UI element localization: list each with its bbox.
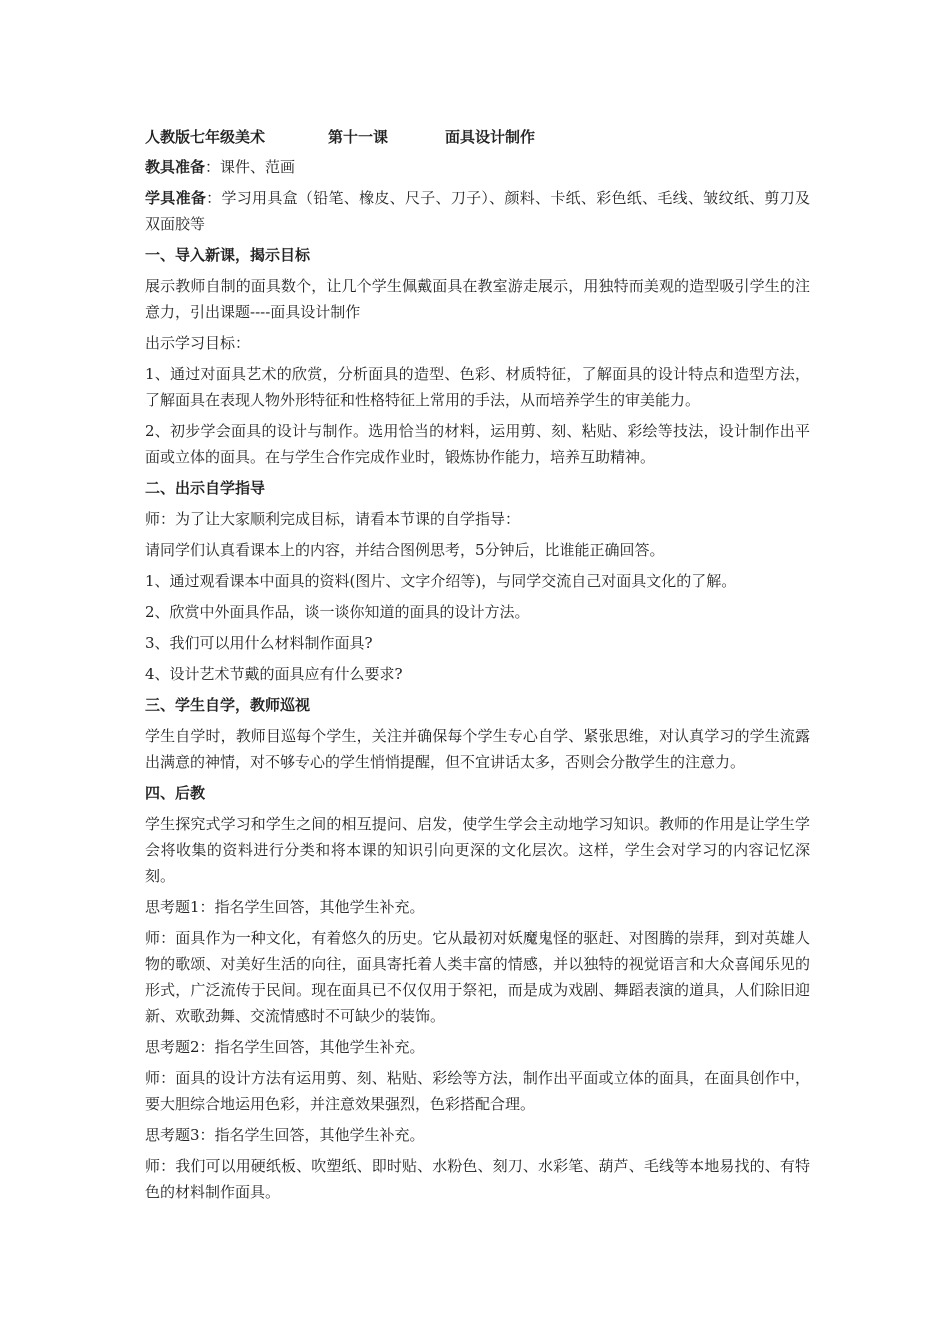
document-title bbox=[145, 124, 810, 150]
teacher-prep-label: 教具准备 bbox=[145, 158, 206, 176]
teacher-prep-text: ：课件、范画 bbox=[205, 158, 296, 176]
paragraph: 师：为了让大家顺利完成目标，请看本节课的自学指导： bbox=[145, 510, 521, 528]
paragraph: 出示学习目标： bbox=[145, 334, 251, 352]
paragraph: 请同学们认真看课本上的内容，并结合图例思考，5分钟后，比谁能正确回答。 bbox=[145, 541, 665, 559]
student-prep bbox=[145, 185, 810, 237]
paragraph: 思考题1：指名学生回答，其他学生补充。 bbox=[145, 898, 425, 916]
paragraph: 2、初步学会面具的设计与制作。选用恰当的材料，运用剪、刻、粘贴、彩绘等技法，设计制作出平面或立体的面具。在与学生合作完成作业时，锻炼协作能力，培养互助精神。 bbox=[145, 422, 810, 466]
lesson-topic: 面具设计制作 bbox=[445, 128, 536, 146]
paragraph: 3、我们可以用什么材料制作面具? bbox=[145, 634, 373, 652]
paragraph: 师：面具作为一种文化，有着悠久的历史。它从最初对妖魔鬼怪的驱赶、对图腾的崇拜，到对英雄人物的歌颂、对美好生活的向往，面具寄托着人类丰富的情感，并以独特的视觉语言和大众喜闻乐见的形式，广泛流传于民间。现在面具已不仅仅用于祭祀，而是成为戏剧、舞蹈表演的道具，人们除旧迎新、欢歌劲舞、交流情感时不可缺少的装饰。 bbox=[145, 929, 810, 1025]
paragraph: 4、设计艺术节戴的面具应有什么要求? bbox=[145, 665, 403, 683]
section-heading: 一、导入新课，揭示目标 bbox=[145, 246, 311, 264]
lesson-number: 第十一课 bbox=[328, 128, 389, 146]
student-prep-text: ：学习用具盒（铅笔、橡皮、尺子、刀子）、颜料、卡纸、彩色纸、毛线、皱纹纸、剪刀及双面胶等 bbox=[145, 189, 810, 233]
paragraph: 思考题2：指名学生回答，其他学生补充。 bbox=[145, 1038, 425, 1056]
student-prep-label: 学具准备 bbox=[145, 189, 207, 207]
section-heading: 三、学生自学，教师巡视 bbox=[145, 696, 311, 714]
document-page bbox=[145, 124, 810, 1210]
paragraph: 学生探究式学习和学生之间的相互提问、启发，使学生学会主动地学习知识。教师的作用是让学生学会将收集的资料进行分类和将本课的知识引向更深的文化层次。这样，学生会对学习的内容记忆深刻。 bbox=[145, 815, 810, 885]
paragraph: 1、通过观看课本中面具的资料(图片、文字介绍等)，与同学交流自己对面具文化的了解。 bbox=[145, 572, 737, 590]
teacher-prep bbox=[145, 154, 810, 180]
section-heading: 四、后教 bbox=[145, 784, 206, 802]
paragraph: 1、通过对面具艺术的欣赏，分析面具的造型、色彩、材质特征，了解面具的设计特点和造型方法，了解面具在表现人物外形特征和性格特征上常用的手法，从而培养学生的审美能力。 bbox=[145, 365, 810, 409]
paragraph: 2、欣赏中外面具作品，谈一谈你知道的面具的设计方法。 bbox=[145, 603, 530, 621]
paragraph: 师：面具的设计方法有运用剪、刻、粘贴、彩绘等方法，制作出平面或立体的面具，在面具创作中，要大胆综合地运用色彩，并注意效果强烈，色彩搭配合理。 bbox=[145, 1069, 810, 1113]
paragraph: 学生自学时，教师目巡每个学生，关注并确保每个学生专心自学、紧张思维，对认真学习的学生流露出满意的神情，对不够专心的学生悄悄提醒，但不宜讲话太多，否则会分散学生的注意力。 bbox=[145, 727, 810, 771]
paragraph: 展示教师自制的面具数个，让几个学生佩戴面具在教室游走展示，用独特而美观的造型吸引学生的注意力，引出课题----面具设计制作 bbox=[145, 277, 810, 321]
paragraph: 思考题3：指名学生回答，其他学生补充。 bbox=[145, 1126, 425, 1144]
section-heading: 二、出示自学指导 bbox=[145, 479, 266, 497]
paragraph: 师：我们可以用硬纸板、吹塑纸、即时贴、水粉色、刻刀、水彩笔、葫芦、毛线等本地易找的、有特色的材料制作面具。 bbox=[145, 1157, 810, 1201]
course-name: 人教版七年级美术 bbox=[145, 128, 266, 146]
